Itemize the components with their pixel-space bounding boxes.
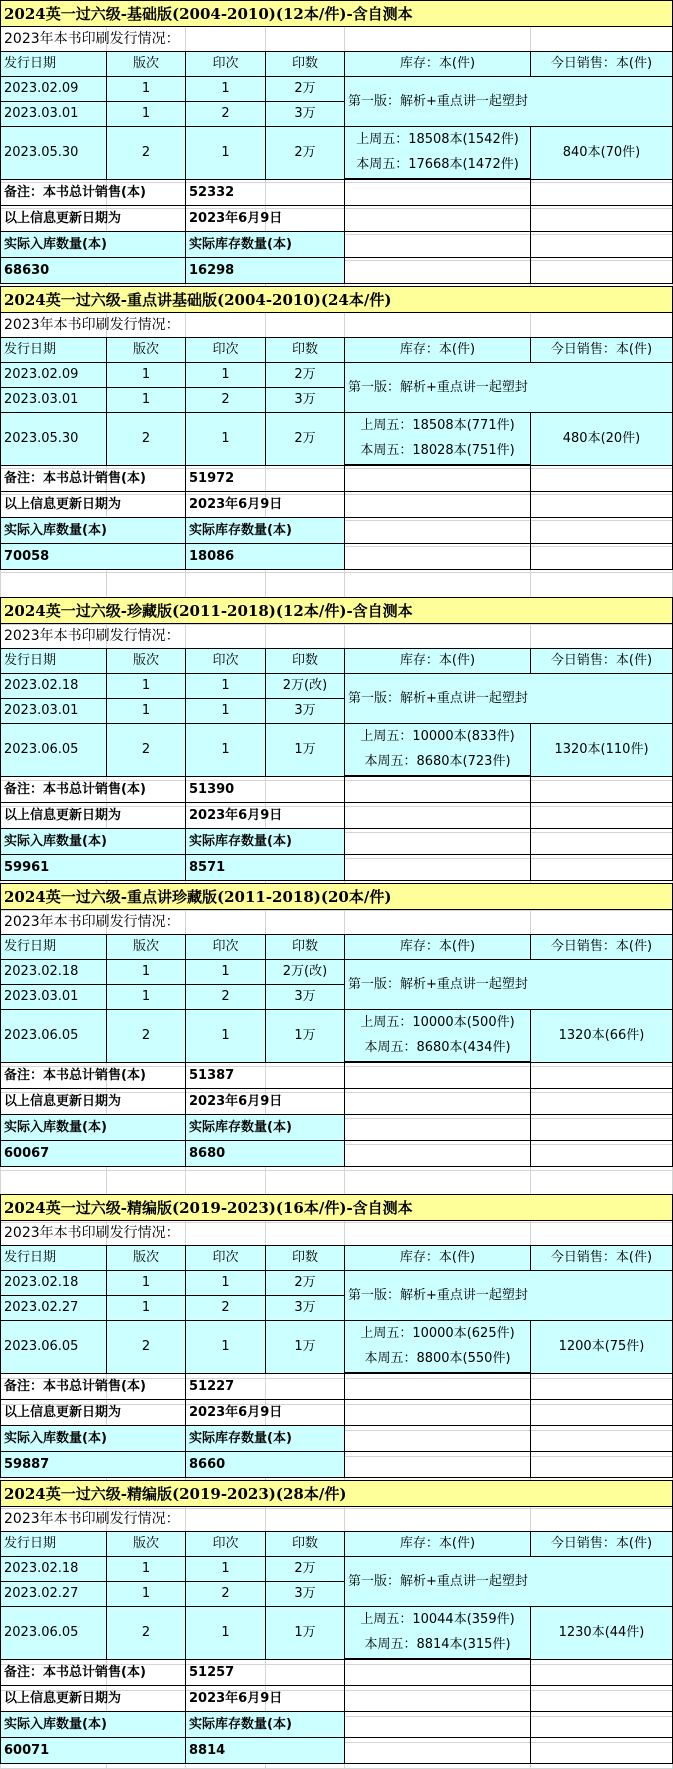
actual-in-label[interactable]: 实际入库数量(本) bbox=[0, 1114, 186, 1141]
print-date[interactable]: 2023.02.09 bbox=[0, 362, 107, 388]
stock-this-friday[interactable]: 本周五：17668本(1472件) bbox=[344, 152, 531, 179]
print-edition[interactable]: 2 bbox=[106, 723, 186, 777]
print-date[interactable]: 2023.06.05 bbox=[0, 1009, 107, 1063]
empty-cell[interactable] bbox=[530, 179, 673, 206]
col-header-edition[interactable]: 版次 bbox=[106, 648, 186, 674]
print-impression[interactable]: 2 bbox=[185, 101, 266, 127]
empty-cell[interactable] bbox=[344, 1451, 531, 1478]
print-quantity[interactable]: 2万 bbox=[265, 1556, 345, 1582]
empty-cell[interactable] bbox=[530, 1451, 673, 1478]
stock-last-friday[interactable]: 上周五：10044本(359件) bbox=[344, 1606, 531, 1633]
col-header-stock[interactable]: 库存：本(件) bbox=[344, 1245, 531, 1271]
empty-cell[interactable] bbox=[344, 257, 531, 284]
empty-cell[interactable] bbox=[530, 1685, 673, 1712]
col-header-impression[interactable]: 印次 bbox=[185, 648, 266, 674]
empty-cell[interactable] bbox=[530, 231, 673, 258]
print-quantity[interactable]: 2万 bbox=[265, 76, 345, 102]
print-date[interactable]: 2023.06.05 bbox=[0, 1320, 107, 1374]
print-quantity[interactable]: 3万 bbox=[265, 1581, 345, 1607]
actual-in-value[interactable]: 59887 bbox=[0, 1451, 186, 1478]
print-edition[interactable]: 1 bbox=[106, 387, 186, 413]
print-edition[interactable]: 1 bbox=[106, 1556, 186, 1582]
col-header-quantity[interactable]: 印数 bbox=[265, 648, 345, 674]
print-quantity[interactable]: 2万 bbox=[265, 126, 345, 180]
print-impression[interactable]: 1 bbox=[185, 959, 266, 985]
empty-cell[interactable] bbox=[344, 1711, 531, 1738]
total-sales-label[interactable]: 备注：本书总计销售(本) bbox=[0, 1373, 186, 1400]
col-header-impression[interactable]: 印次 bbox=[185, 1531, 266, 1557]
packaging-note[interactable]: 第一版：解析+重点讲一起塑封 bbox=[344, 959, 673, 1010]
book-title[interactable]: 2024英一过六级-珍藏版(2011-2018)(12本/件)-含自测本 bbox=[0, 597, 673, 624]
updated-label[interactable]: 以上信息更新日期为 bbox=[0, 1399, 186, 1426]
col-header-impression[interactable]: 印次 bbox=[185, 337, 266, 363]
today-sales-value[interactable]: 1200本(75件) bbox=[530, 1320, 673, 1374]
updated-date[interactable]: 2023年6月9日 bbox=[185, 1399, 345, 1426]
empty-cell[interactable] bbox=[344, 1737, 531, 1764]
col-header-edition[interactable]: 版次 bbox=[106, 934, 186, 960]
print-impression[interactable]: 1 bbox=[185, 1556, 266, 1582]
total-sales-label[interactable]: 备注：本书总计销售(本) bbox=[0, 1062, 186, 1089]
col-header-today-sales[interactable]: 今日销售：本(件) bbox=[530, 1245, 673, 1271]
total-sales-value[interactable]: 51972 bbox=[185, 465, 345, 492]
print-edition[interactable]: 2 bbox=[106, 412, 186, 466]
empty-cell[interactable] bbox=[530, 828, 673, 855]
col-header-quantity[interactable]: 印数 bbox=[265, 51, 345, 77]
empty-cell[interactable] bbox=[344, 828, 531, 855]
col-header-today-sales[interactable]: 今日销售：本(件) bbox=[530, 337, 673, 363]
col-header-today-sales[interactable]: 今日销售：本(件) bbox=[530, 1531, 673, 1557]
book-title[interactable]: 2024英一过六级-重点讲基础版(2004-2010)(24本/件) bbox=[0, 286, 673, 313]
col-header-impression[interactable]: 印次 bbox=[185, 51, 266, 77]
empty-cell[interactable] bbox=[530, 491, 673, 518]
book-title[interactable]: 2024英一过六级-重点讲珍藏版(2011-2018)(20本/件) bbox=[0, 883, 673, 910]
book-title[interactable]: 2024英一过六级-基础版(2004-2010)(12本/件)-含自测本 bbox=[0, 0, 673, 27]
col-header-today-sales[interactable]: 今日销售：本(件) bbox=[530, 934, 673, 960]
actual-in-label[interactable]: 实际入库数量(本) bbox=[0, 1425, 186, 1452]
book-title[interactable]: 2024英一过六级-精编版(2019-2023)(28本/件) bbox=[0, 1480, 673, 1507]
print-status-label[interactable]: 2023年本书印刷发行情况： bbox=[0, 623, 673, 649]
print-date[interactable]: 2023.03.01 bbox=[0, 101, 107, 127]
print-quantity[interactable]: 2万(改) bbox=[265, 673, 345, 699]
empty-cell[interactable] bbox=[530, 1737, 673, 1764]
updated-label[interactable]: 以上信息更新日期为 bbox=[0, 491, 186, 518]
empty-cell[interactable] bbox=[530, 776, 673, 803]
actual-stock-value[interactable]: 8571 bbox=[185, 854, 345, 881]
print-impression[interactable]: 1 bbox=[185, 362, 266, 388]
actual-in-label[interactable]: 实际入库数量(本) bbox=[0, 231, 186, 258]
col-header-quantity[interactable]: 印数 bbox=[265, 934, 345, 960]
today-sales-value[interactable]: 840本(70件) bbox=[530, 126, 673, 180]
print-date[interactable]: 2023.03.01 bbox=[0, 984, 107, 1010]
empty-cell[interactable] bbox=[344, 465, 531, 492]
total-sales-value[interactable]: 51387 bbox=[185, 1062, 345, 1089]
stock-this-friday[interactable]: 本周五：8680本(723件) bbox=[344, 749, 531, 776]
empty-cell[interactable] bbox=[344, 1062, 531, 1089]
empty-cell[interactable] bbox=[530, 1711, 673, 1738]
actual-stock-label[interactable]: 实际库存数量(本) bbox=[185, 231, 345, 258]
book-block bbox=[0, 1480, 673, 1758]
empty-cell[interactable] bbox=[530, 517, 673, 544]
col-header-today-sales[interactable]: 今日销售：本(件) bbox=[530, 51, 673, 77]
col-header-today-sales[interactable]: 今日销售：本(件) bbox=[530, 648, 673, 674]
empty-cell[interactable] bbox=[530, 1088, 673, 1115]
col-header-date[interactable]: 发行日期 bbox=[0, 51, 107, 77]
col-header-date[interactable]: 发行日期 bbox=[0, 1531, 107, 1557]
updated-label[interactable]: 以上信息更新日期为 bbox=[0, 1088, 186, 1115]
empty-cell[interactable] bbox=[530, 854, 673, 881]
packaging-note[interactable]: 第一版：解析+重点讲一起塑封 bbox=[344, 76, 673, 127]
print-date[interactable]: 2023.05.30 bbox=[0, 126, 107, 180]
print-quantity[interactable]: 1万 bbox=[265, 1320, 345, 1374]
actual-in-value[interactable]: 60067 bbox=[0, 1140, 186, 1167]
empty-cell[interactable] bbox=[530, 543, 673, 570]
print-edition[interactable]: 1 bbox=[106, 362, 186, 388]
book-block bbox=[0, 0, 673, 278]
col-header-quantity[interactable]: 印数 bbox=[265, 337, 345, 363]
empty-cell[interactable] bbox=[344, 1114, 531, 1141]
print-quantity[interactable]: 3万 bbox=[265, 387, 345, 413]
print-edition[interactable]: 1 bbox=[106, 101, 186, 127]
print-impression[interactable]: 2 bbox=[185, 387, 266, 413]
actual-in-value[interactable]: 70058 bbox=[0, 543, 186, 570]
actual-stock-value[interactable]: 8660 bbox=[185, 1451, 345, 1478]
actual-stock-value[interactable]: 18086 bbox=[185, 543, 345, 570]
col-header-date[interactable]: 发行日期 bbox=[0, 1245, 107, 1271]
col-header-date[interactable]: 发行日期 bbox=[0, 934, 107, 960]
col-header-stock[interactable]: 库存：本(件) bbox=[344, 1531, 531, 1557]
book-block bbox=[0, 597, 673, 875]
print-date[interactable]: 2023.02.18 bbox=[0, 1556, 107, 1582]
book-block bbox=[0, 883, 673, 1161]
print-quantity[interactable]: 2万 bbox=[265, 1270, 345, 1296]
empty-cell[interactable] bbox=[344, 1685, 531, 1712]
print-status-label[interactable]: 2023年本书印刷发行情况： bbox=[0, 312, 673, 338]
total-sales-label[interactable]: 备注：本书总计销售(本) bbox=[0, 465, 186, 492]
print-impression[interactable]: 1 bbox=[185, 126, 266, 180]
print-impression[interactable]: 2 bbox=[185, 984, 266, 1010]
print-status-label[interactable]: 2023年本书印刷发行情况： bbox=[0, 1506, 673, 1532]
today-sales-value[interactable]: 1230本(44件) bbox=[530, 1606, 673, 1660]
col-header-impression[interactable]: 印次 bbox=[185, 1245, 266, 1271]
print-edition[interactable]: 2 bbox=[106, 126, 186, 180]
print-impression[interactable]: 1 bbox=[185, 1009, 266, 1063]
packaging-note[interactable]: 第一版：解析+重点讲一起塑封 bbox=[344, 673, 673, 724]
print-impression[interactable]: 1 bbox=[185, 723, 266, 777]
empty-cell[interactable] bbox=[530, 257, 673, 284]
actual-in-label[interactable]: 实际入库数量(本) bbox=[0, 828, 186, 855]
actual-stock-label[interactable]: 实际库存数量(本) bbox=[185, 1114, 345, 1141]
col-header-edition[interactable]: 版次 bbox=[106, 1245, 186, 1271]
print-edition[interactable]: 1 bbox=[106, 76, 186, 102]
empty-cell[interactable] bbox=[530, 1373, 673, 1400]
print-quantity[interactable]: 1万 bbox=[265, 1606, 345, 1660]
book-block bbox=[0, 286, 673, 564]
stock-this-friday[interactable]: 本周五：8814本(315件) bbox=[344, 1632, 531, 1659]
print-quantity[interactable]: 1万 bbox=[265, 723, 345, 777]
empty-cell[interactable] bbox=[530, 1140, 673, 1167]
print-quantity[interactable]: 3万 bbox=[265, 1295, 345, 1321]
col-header-stock[interactable]: 库存：本(件) bbox=[344, 648, 531, 674]
actual-stock-value[interactable]: 8814 bbox=[185, 1737, 345, 1764]
total-sales-label[interactable]: 备注：本书总计销售(本) bbox=[0, 1659, 186, 1686]
updated-label[interactable]: 以上信息更新日期为 bbox=[0, 802, 186, 829]
empty-cell[interactable] bbox=[530, 205, 673, 232]
print-edition[interactable]: 1 bbox=[106, 1270, 186, 1296]
packaging-note[interactable]: 第一版：解析+重点讲一起塑封 bbox=[344, 1270, 673, 1321]
total-sales-value[interactable]: 51227 bbox=[185, 1373, 345, 1400]
updated-date[interactable]: 2023年6月9日 bbox=[185, 1685, 345, 1712]
empty-cell[interactable] bbox=[344, 517, 531, 544]
empty-cell[interactable] bbox=[344, 1425, 531, 1452]
print-quantity[interactable]: 3万 bbox=[265, 698, 345, 724]
actual-in-value[interactable]: 68630 bbox=[0, 257, 186, 284]
total-sales-label[interactable]: 备注：本书总计销售(本) bbox=[0, 179, 186, 206]
print-impression[interactable]: 1 bbox=[185, 76, 266, 102]
empty-cell[interactable] bbox=[344, 205, 531, 232]
col-header-stock[interactable]: 库存：本(件) bbox=[344, 51, 531, 77]
actual-stock-label[interactable]: 实际库存数量(本) bbox=[185, 1425, 345, 1452]
updated-label[interactable]: 以上信息更新日期为 bbox=[0, 1685, 186, 1712]
empty-cell[interactable] bbox=[530, 1659, 673, 1686]
empty-cell[interactable] bbox=[344, 854, 531, 881]
print-edition[interactable]: 1 bbox=[106, 959, 186, 985]
empty-cell[interactable] bbox=[530, 802, 673, 829]
print-impression[interactable]: 1 bbox=[185, 1606, 266, 1660]
print-impression[interactable]: 1 bbox=[185, 1320, 266, 1374]
book-title[interactable]: 2024英一过六级-精编版(2019-2023)(16本/件)-含自测本 bbox=[0, 1194, 673, 1221]
print-date[interactable]: 2023.03.01 bbox=[0, 387, 107, 413]
print-edition[interactable]: 1 bbox=[106, 698, 186, 724]
total-sales-value[interactable]: 52332 bbox=[185, 179, 345, 206]
empty-cell[interactable] bbox=[344, 491, 531, 518]
print-date[interactable]: 2023.02.18 bbox=[0, 673, 107, 699]
print-quantity[interactable]: 3万 bbox=[265, 101, 345, 127]
col-header-edition[interactable]: 版次 bbox=[106, 1531, 186, 1557]
empty-cell[interactable] bbox=[344, 802, 531, 829]
stock-last-friday[interactable]: 上周五：10000本(500件) bbox=[344, 1009, 531, 1036]
col-header-edition[interactable]: 版次 bbox=[106, 337, 186, 363]
actual-stock-label[interactable]: 实际库存数量(本) bbox=[185, 828, 345, 855]
print-impression[interactable]: 1 bbox=[185, 698, 266, 724]
empty-cell[interactable] bbox=[344, 1373, 531, 1400]
total-sales-value[interactable]: 51257 bbox=[185, 1659, 345, 1686]
print-edition[interactable]: 2 bbox=[106, 1009, 186, 1063]
actual-stock-value[interactable]: 8680 bbox=[185, 1140, 345, 1167]
updated-date[interactable]: 2023年6月9日 bbox=[185, 1088, 345, 1115]
print-edition[interactable]: 1 bbox=[106, 984, 186, 1010]
empty-cell[interactable] bbox=[344, 1399, 531, 1426]
print-impression[interactable]: 2 bbox=[185, 1295, 266, 1321]
packaging-note[interactable]: 第一版：解析+重点讲一起塑封 bbox=[344, 1556, 673, 1607]
empty-cell[interactable] bbox=[344, 1140, 531, 1167]
print-status-label[interactable]: 2023年本书印刷发行情况： bbox=[0, 909, 673, 935]
print-date[interactable]: 2023.02.09 bbox=[0, 76, 107, 102]
print-date[interactable]: 2023.02.27 bbox=[0, 1581, 107, 1607]
print-edition[interactable]: 2 bbox=[106, 1606, 186, 1660]
print-impression[interactable]: 1 bbox=[185, 1270, 266, 1296]
print-date[interactable]: 2023.05.30 bbox=[0, 412, 107, 466]
actual-in-label[interactable]: 实际入库数量(本) bbox=[0, 517, 186, 544]
col-header-date[interactable]: 发行日期 bbox=[0, 648, 107, 674]
col-header-quantity[interactable]: 印数 bbox=[265, 1531, 345, 1557]
updated-label[interactable]: 以上信息更新日期为 bbox=[0, 205, 186, 232]
empty-cell[interactable] bbox=[344, 776, 531, 803]
print-impression[interactable]: 2 bbox=[185, 1581, 266, 1607]
gridline bbox=[0, 572, 673, 573]
print-quantity[interactable]: 2万(改) bbox=[265, 959, 345, 985]
col-header-stock[interactable]: 库存：本(件) bbox=[344, 337, 531, 363]
total-sales-label[interactable]: 备注：本书总计销售(本) bbox=[0, 776, 186, 803]
actual-stock-label[interactable]: 实际库存数量(本) bbox=[185, 517, 345, 544]
empty-cell[interactable] bbox=[530, 1062, 673, 1089]
empty-cell[interactable] bbox=[344, 179, 531, 206]
print-date[interactable]: 2023.02.18 bbox=[0, 1270, 107, 1296]
book-block bbox=[0, 1194, 673, 1472]
empty-cell[interactable] bbox=[344, 1659, 531, 1686]
stock-this-friday[interactable]: 本周五：18028本(751件) bbox=[344, 438, 531, 465]
col-header-impression[interactable]: 印次 bbox=[185, 934, 266, 960]
stock-this-friday[interactable]: 本周五：8800本(550件) bbox=[344, 1346, 531, 1373]
print-impression[interactable]: 1 bbox=[185, 673, 266, 699]
actual-stock-value[interactable]: 16298 bbox=[185, 257, 345, 284]
print-date[interactable]: 2023.06.05 bbox=[0, 1606, 107, 1660]
empty-cell[interactable] bbox=[344, 543, 531, 570]
print-quantity[interactable]: 1万 bbox=[265, 1009, 345, 1063]
today-sales-value[interactable]: 1320本(66件) bbox=[530, 1009, 673, 1063]
empty-cell[interactable] bbox=[530, 1114, 673, 1141]
stock-last-friday[interactable]: 上周五：10000本(625件) bbox=[344, 1320, 531, 1347]
col-header-stock[interactable]: 库存：本(件) bbox=[344, 934, 531, 960]
print-date[interactable]: 2023.02.27 bbox=[0, 1295, 107, 1321]
print-date[interactable]: 2023.02.18 bbox=[0, 959, 107, 985]
print-edition[interactable]: 1 bbox=[106, 673, 186, 699]
col-header-date[interactable]: 发行日期 bbox=[0, 337, 107, 363]
empty-cell[interactable] bbox=[344, 231, 531, 258]
print-quantity[interactable]: 2万 bbox=[265, 412, 345, 466]
empty-cell[interactable] bbox=[344, 1088, 531, 1115]
empty-cell[interactable] bbox=[530, 465, 673, 492]
print-edition[interactable]: 1 bbox=[106, 1295, 186, 1321]
today-sales-value[interactable]: 1320本(110件) bbox=[530, 723, 673, 777]
print-status-label[interactable]: 2023年本书印刷发行情况： bbox=[0, 26, 673, 52]
updated-date[interactable]: 2023年6月9日 bbox=[185, 491, 345, 518]
actual-stock-label[interactable]: 实际库存数量(本) bbox=[185, 1711, 345, 1738]
print-status-label[interactable]: 2023年本书印刷发行情况： bbox=[0, 1220, 673, 1246]
empty-cell[interactable] bbox=[530, 1425, 673, 1452]
print-edition[interactable]: 1 bbox=[106, 1581, 186, 1607]
stock-last-friday[interactable]: 上周五：18508本(771件) bbox=[344, 412, 531, 439]
stock-this-friday[interactable]: 本周五：8680本(434件) bbox=[344, 1035, 531, 1062]
print-date[interactable]: 2023.06.05 bbox=[0, 723, 107, 777]
gridline bbox=[0, 1170, 673, 1171]
updated-date[interactable]: 2023年6月9日 bbox=[185, 802, 345, 829]
col-header-edition[interactable]: 版次 bbox=[106, 51, 186, 77]
actual-in-value[interactable]: 59961 bbox=[0, 854, 186, 881]
print-quantity[interactable]: 2万 bbox=[265, 362, 345, 388]
stock-last-friday[interactable]: 上周五：18508本(1542件) bbox=[344, 126, 531, 153]
updated-date[interactable]: 2023年6月9日 bbox=[185, 205, 345, 232]
print-quantity[interactable]: 3万 bbox=[265, 984, 345, 1010]
packaging-note[interactable]: 第一版：解析+重点讲一起塑封 bbox=[344, 362, 673, 413]
col-header-quantity[interactable]: 印数 bbox=[265, 1245, 345, 1271]
print-impression[interactable]: 1 bbox=[185, 412, 266, 466]
empty-cell[interactable] bbox=[530, 1399, 673, 1426]
print-date[interactable]: 2023.03.01 bbox=[0, 698, 107, 724]
total-sales-value[interactable]: 51390 bbox=[185, 776, 345, 803]
stock-last-friday[interactable]: 上周五：10000本(833件) bbox=[344, 723, 531, 750]
actual-in-label[interactable]: 实际入库数量(本) bbox=[0, 1711, 186, 1738]
print-edition[interactable]: 2 bbox=[106, 1320, 186, 1374]
today-sales-value[interactable]: 480本(20件) bbox=[530, 412, 673, 466]
actual-in-value[interactable]: 60071 bbox=[0, 1737, 186, 1764]
